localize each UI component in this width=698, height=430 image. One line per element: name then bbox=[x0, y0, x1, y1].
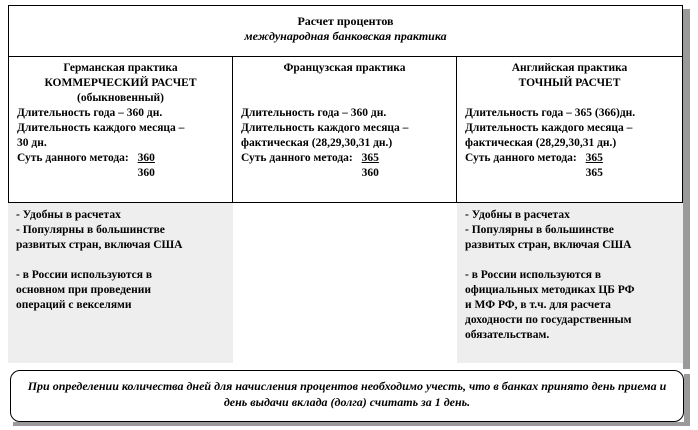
footer-note-text: При определении количества дней для начисления процентов необходимо учесть, что в банках принято день приема и день выдачи вклада (долга) считать за 1 день. bbox=[27, 379, 667, 409]
english-fraction bbox=[586, 151, 603, 181]
german-heading-1: Германская практика bbox=[63, 62, 178, 74]
german-year-length: Длительность года – 360 дн. bbox=[17, 107, 163, 119]
german-heading-2: КОММЕРЧЕСКИЙ РАСЧЕТ bbox=[44, 77, 197, 89]
french-month-length: Длительность каждого месяца – bbox=[241, 122, 409, 134]
english-notes bbox=[457, 203, 683, 363]
page-title: Расчет процентов bbox=[297, 14, 394, 28]
french-year-length: Длительность года – 360 дн. bbox=[241, 107, 387, 119]
english-method-label: Суть данного метода: bbox=[465, 152, 577, 164]
french-numerator: 365 bbox=[361, 152, 379, 164]
french-heading-spacer bbox=[241, 76, 448, 106]
german-note-line: операций с векселями bbox=[16, 299, 132, 311]
french-heading: Французская практика bbox=[283, 62, 406, 74]
english-note-line: и МФ РФ, в т.ч. для расчета bbox=[465, 299, 611, 311]
german-numerator: 360 bbox=[137, 152, 155, 164]
french-method bbox=[241, 151, 448, 181]
english-year-length: Длительность года – 365 (366)дн. bbox=[465, 107, 636, 119]
english-heading-1: Английская практика bbox=[511, 62, 628, 74]
german-notes bbox=[8, 203, 233, 363]
german-note-line: - Популярны в большинстве bbox=[16, 224, 165, 236]
german-note-line: - в России используются в bbox=[16, 269, 153, 281]
german-note-line: развитых стран, включая США bbox=[16, 239, 183, 251]
english-heading-spacer bbox=[465, 91, 674, 106]
english-note-line: - Популярны в большинстве bbox=[465, 224, 614, 236]
practice-table bbox=[8, 57, 683, 363]
french-fraction bbox=[362, 151, 379, 181]
english-practice-cell bbox=[457, 57, 683, 203]
english-note-line: доходности по государственным bbox=[465, 314, 632, 326]
german-month-length: Длительность каждого месяца – bbox=[17, 122, 185, 134]
english-month-value: фактическая (28,29,30,31 дн.) bbox=[465, 137, 617, 149]
note-shadow-bottom bbox=[13, 422, 690, 426]
german-fraction bbox=[138, 151, 155, 181]
french-notes bbox=[233, 203, 457, 363]
english-method bbox=[465, 151, 674, 181]
english-denominator: 365 bbox=[585, 167, 603, 179]
french-month-value: фактическая (28,29,30,31 дн.) bbox=[241, 137, 393, 149]
title-box bbox=[8, 5, 683, 57]
french-method-label: Суть данного метода: bbox=[241, 152, 353, 164]
english-note-gap bbox=[465, 253, 675, 268]
english-note-line: официальных методиках ЦБ РФ bbox=[465, 284, 635, 296]
page-subtitle: международная банковская практика bbox=[244, 29, 447, 43]
english-note-line: развитых стран, включая США bbox=[465, 239, 632, 251]
german-note-gap bbox=[16, 253, 225, 268]
german-method-label: Суть данного метода: bbox=[17, 152, 129, 164]
english-numerator: 365 bbox=[585, 152, 603, 164]
footer-note bbox=[10, 370, 684, 422]
german-month-value: 30 дн. bbox=[17, 137, 47, 149]
french-practice-cell bbox=[233, 57, 457, 203]
english-heading-2: ТОЧНЫЙ РАСЧЕТ bbox=[518, 77, 621, 89]
german-practice-cell bbox=[8, 57, 233, 203]
german-denominator: 360 bbox=[137, 167, 155, 179]
german-method bbox=[17, 151, 224, 181]
english-note-line: - Удобны в расчетах bbox=[465, 209, 570, 221]
english-month-length: Длительность каждого месяца – bbox=[465, 122, 633, 134]
german-heading-3: (обыкновенный) bbox=[76, 92, 165, 104]
box-shadow-right bbox=[683, 9, 690, 369]
german-note-line: - Удобны в расчетах bbox=[16, 209, 121, 221]
note-shadow-right bbox=[684, 374, 690, 424]
english-note-line: - в России используются в bbox=[465, 269, 602, 281]
french-denominator: 360 bbox=[361, 167, 379, 179]
german-note-line: основном при проведении bbox=[16, 284, 151, 296]
english-note-line: обязательствам. bbox=[465, 329, 550, 341]
